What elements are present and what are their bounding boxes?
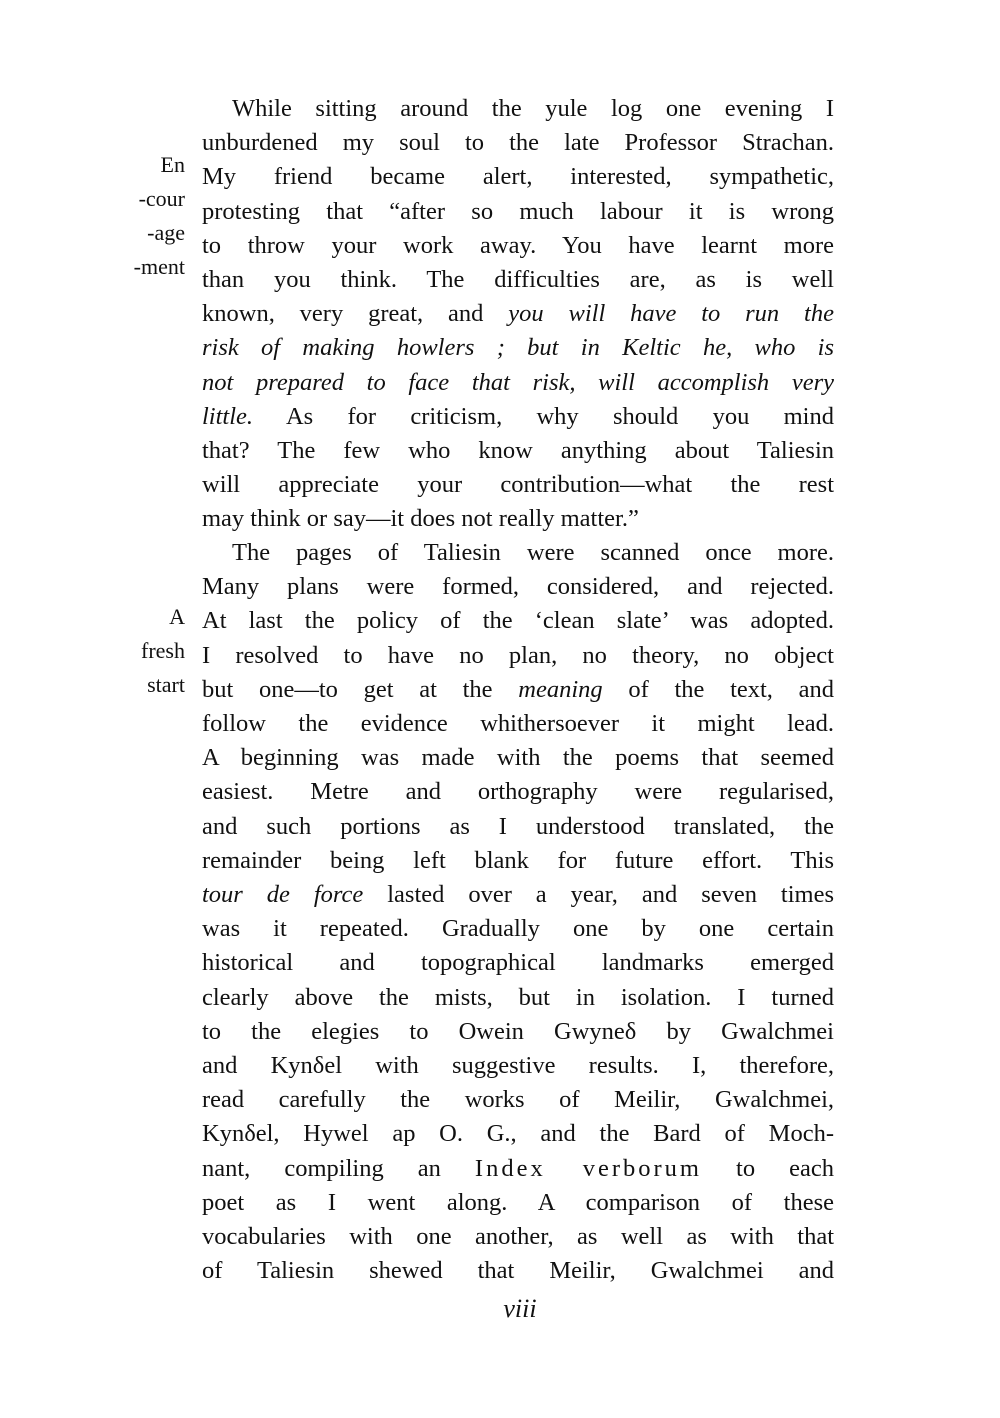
text-line: The pages of Taliesin were scanned once more.	[232, 539, 834, 566]
text-line: vocabularies with one another, as well as with that	[202, 1223, 834, 1251]
text-line: clearly above the mists, but in isolation. I turned	[202, 983, 834, 1011]
text-line: may think or say—it does not really matter.”	[202, 505, 639, 533]
margin-note-line: start	[147, 672, 185, 697]
margin-note-line: -age	[147, 220, 185, 245]
spaced-run: Index verborum	[474, 1154, 702, 1182]
text-line	[202, 297, 834, 331]
margin-note-line: -ment	[133, 254, 185, 279]
text-line	[202, 400, 834, 434]
text-line: At last the policy of the ‘clean slate’ was adopted.	[202, 607, 834, 635]
margin-note-encouragement	[95, 148, 185, 284]
margin-note-line: En	[160, 152, 185, 177]
text-line: that? The few who know anything about Taliesin	[202, 437, 834, 465]
text-line: Many plans were formed, considered, and rejected.	[202, 573, 834, 601]
text-line: historical and topographical landmarks emerged	[202, 949, 834, 977]
text-line: protesting that “after so much labour it is wrong	[202, 197, 834, 225]
margin-note-line: -cour	[138, 186, 185, 211]
margin-note-line: fresh	[141, 638, 185, 663]
text-line: A beginning was made with the poems that seemed	[202, 744, 834, 772]
text-line: easiest. Metre and orthography were regularised,	[202, 778, 834, 806]
text-line: I resolved to have no plan, no theory, no object	[202, 641, 834, 669]
italic-run: little.	[202, 402, 254, 430]
text-line: than you think. The difficulties are, as is well	[202, 266, 834, 294]
italic-run: meaning	[518, 675, 603, 703]
text-line: and such portions as I understood translated, the	[202, 812, 834, 840]
margin-note-fresh-start	[95, 600, 185, 702]
text-line: read carefully the works of Meilir, Gwalchmei,	[202, 1086, 834, 1114]
text-line: will appreciate your contribution—what the rest	[202, 471, 834, 499]
margin-note-line: A	[169, 604, 185, 629]
page-number: viii	[503, 1294, 537, 1323]
text-line: remainder being left blank for future effort. This	[202, 846, 834, 874]
text-line: Kynδel, Hywel ap O. G., and the Bard of Moch-	[202, 1120, 834, 1148]
text-line: follow the evidence whithersoever it might lead.	[202, 710, 834, 738]
text-run: but one—to get at the	[202, 675, 519, 703]
text-line: of Taliesin shewed that Meilir, Gwalchmei and	[202, 1257, 834, 1285]
text-line	[202, 1152, 834, 1186]
text-line	[202, 673, 834, 707]
paragraph-1	[202, 92, 834, 537]
text-line: not prepared to face that risk, will accomplish very	[202, 368, 834, 396]
italic-run: you will have to run the	[508, 300, 834, 328]
text-run: known, very great, and	[202, 300, 509, 328]
italic-run: tour de force	[202, 881, 364, 909]
text-line: While sitting around the yule log one evening I	[232, 95, 834, 122]
text-line: My friend became alert, interested, sympathetic,	[202, 163, 834, 191]
text-run: As for criticism, why should you mind	[253, 402, 834, 430]
text-run: nant, compiling an	[202, 1154, 475, 1182]
paragraph-2	[202, 536, 834, 1288]
text-line: to the elegies to Owein Gwyneδ by Gwalchmei	[202, 1017, 834, 1045]
text-line	[202, 878, 834, 912]
text-line: risk of making howlers ; but in Keltic he, who is	[202, 334, 834, 362]
text-line: poet as I went along. A comparison of these	[202, 1188, 834, 1216]
text-line: to throw your work away. You have learnt more	[202, 231, 834, 259]
text-line: was it repeated. Gradually one by one certain	[202, 915, 834, 943]
text-line: and Kynδel with suggestive results. I, therefore,	[202, 1052, 834, 1080]
text-line: unburdened my soul to the late Professor Strachan.	[202, 129, 834, 157]
text-run: of the text, and	[602, 675, 834, 703]
text-run: to each	[701, 1154, 834, 1182]
text-run: lasted over a year, and seven times	[363, 881, 834, 909]
